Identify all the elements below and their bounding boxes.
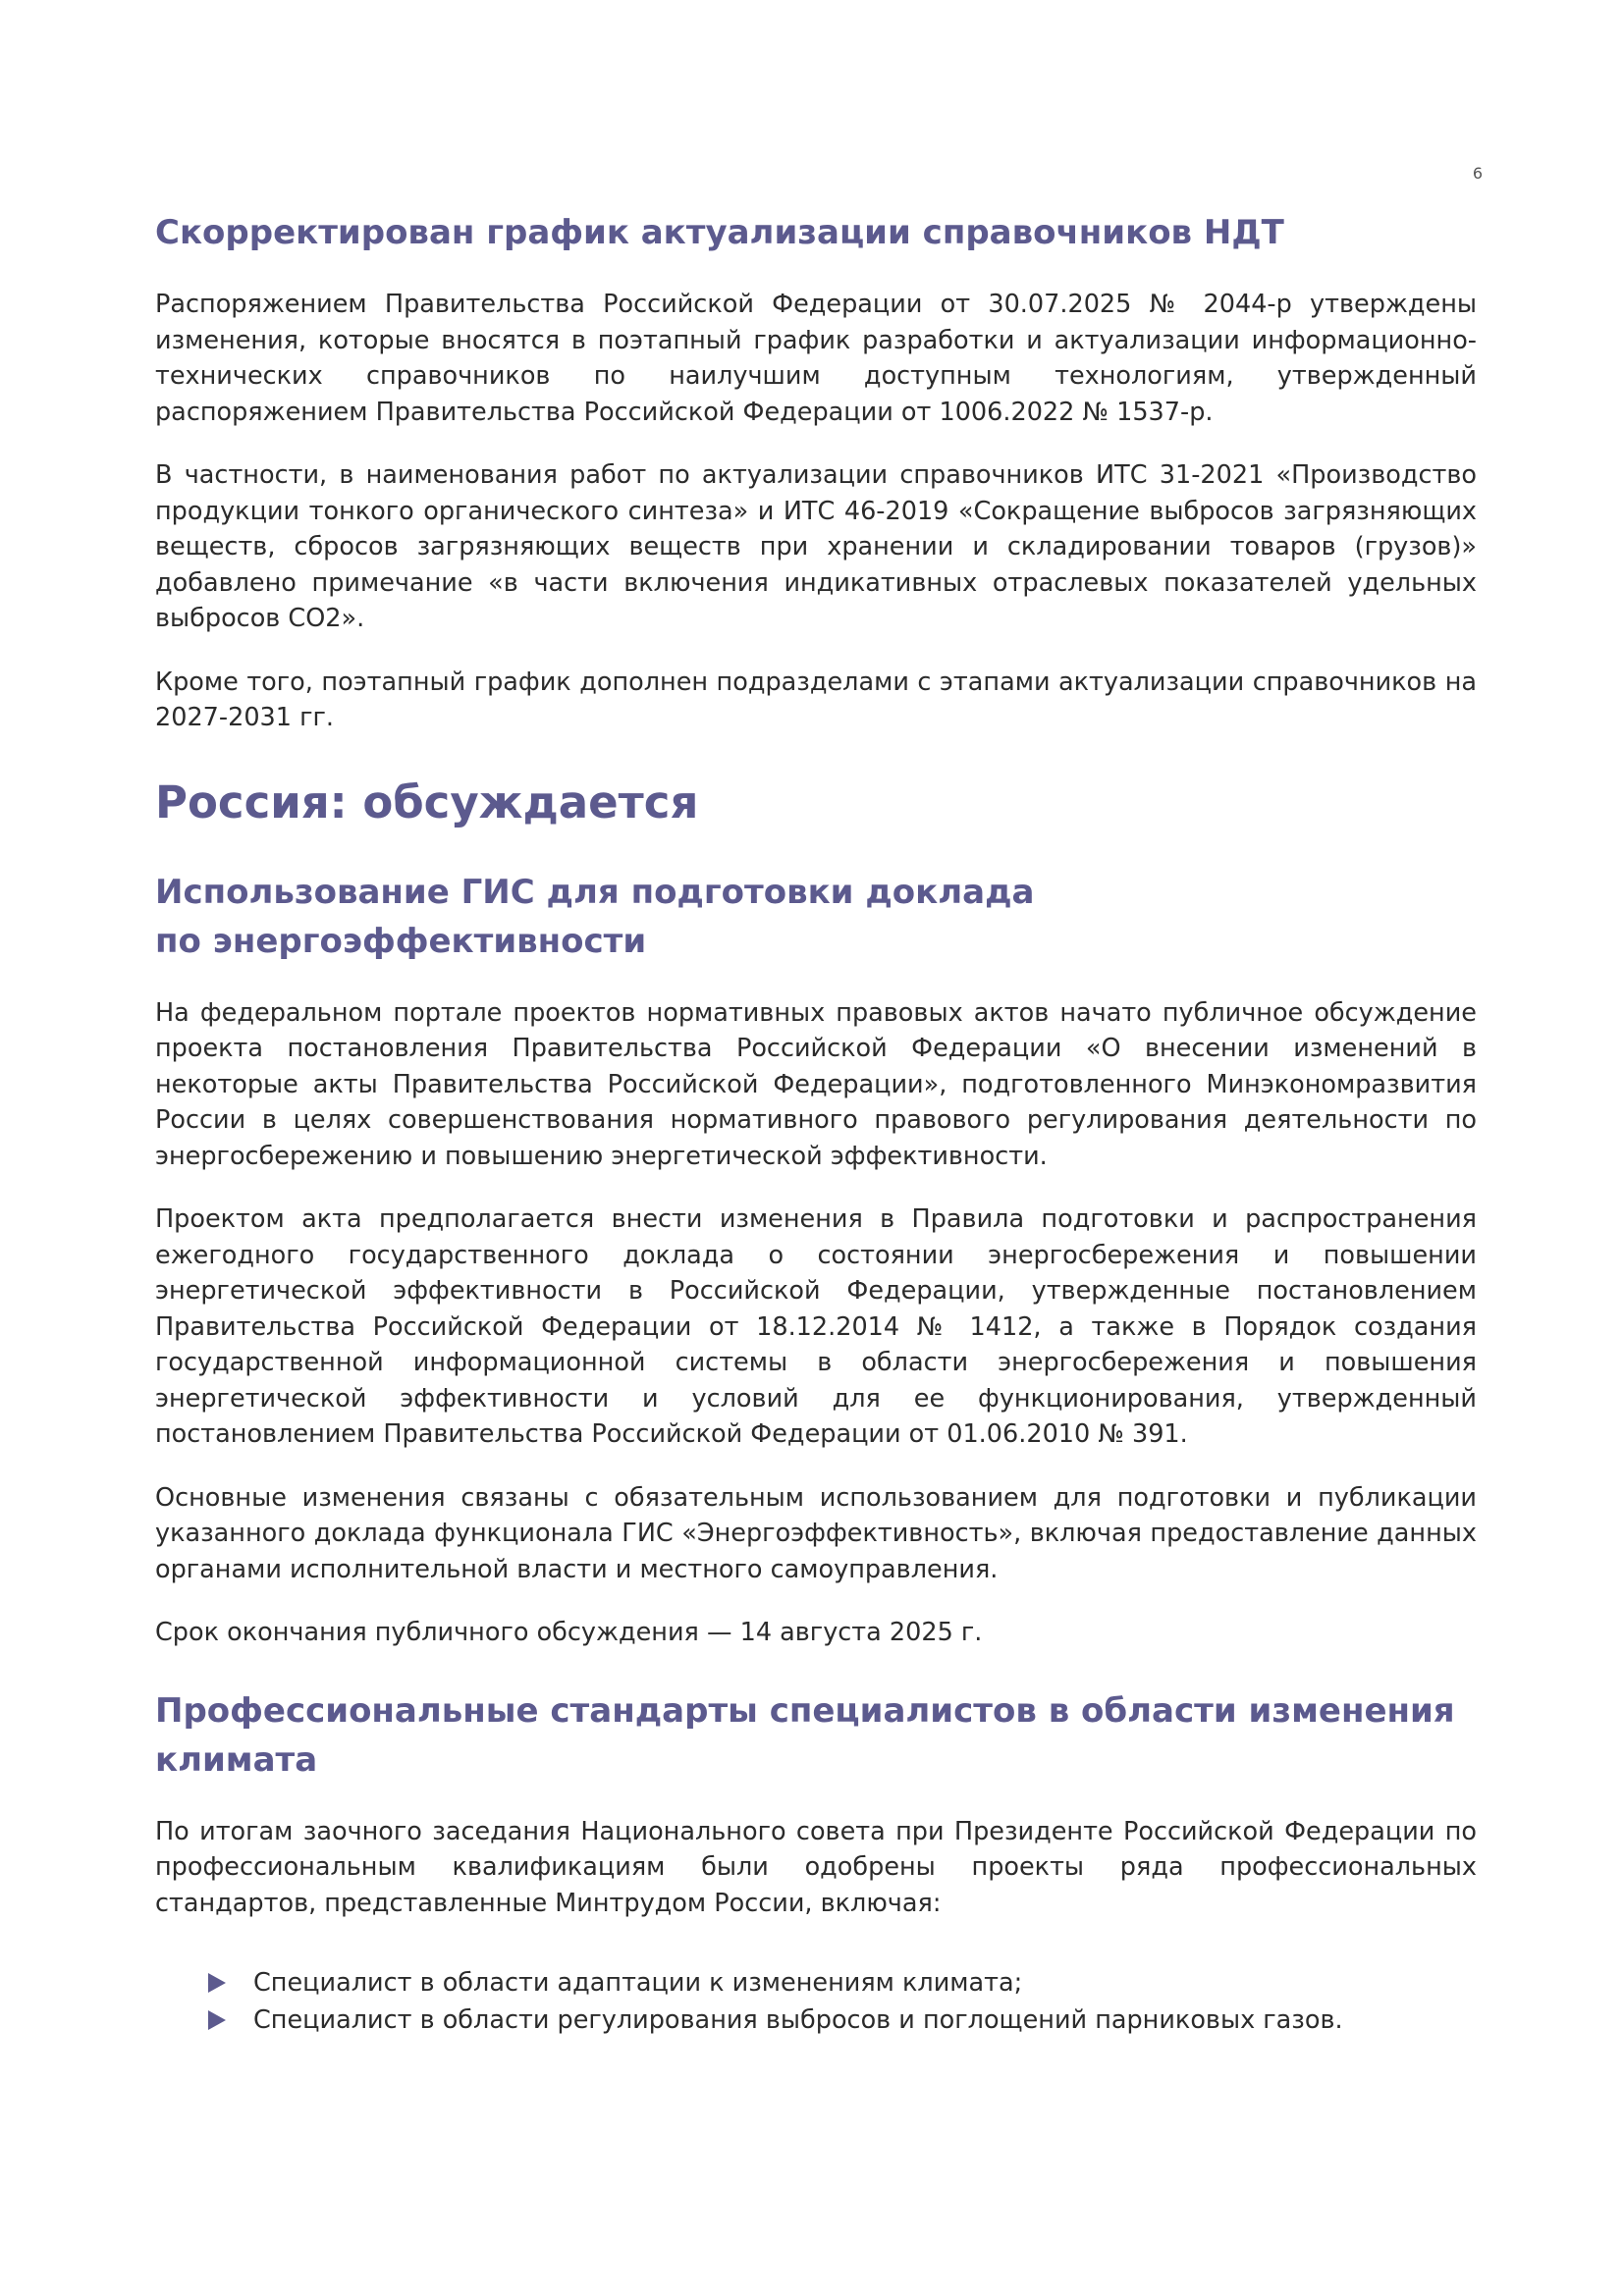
list-item-text: Специалист в области регулирования выбросов и поглощений парниковых газов.: [253, 2005, 1343, 2035]
list-item: [155, 1964, 1477, 2002]
paragraph: В частности, в наименования работ по актуализации справочников ИТС 31-2021 «Производство продукции тонкого органического синтеза» и ИТС 46-2019 «Сокращение выбросов загрязняющих веществ, сбросов загрязняющих веществ при хранении и складировании товаров (грузов)» добавлено примечание «в части включения индикативных отраслевых показателей удельных выбросов CO2».: [155, 460, 1477, 633]
page-number: 6: [1472, 164, 1483, 183]
heading-gis-report: [155, 868, 1477, 966]
bullet-list: [155, 1964, 1477, 2039]
paragraph: На федеральном портале проектов нормативных правовых актов начато публичное обсуждение проекта постановления Правительства Российской Федерации «О внесении изменений в некоторые акты Правительства Российской Федерации», подготовленного Минэкономразвития России в целях совершенствования нормативного правового регулирования деятельности по энергосбережению и повышению энергетической эффективности.: [155, 997, 1477, 1171]
triangle-bullet-icon: [208, 1973, 226, 1993]
triangle-bullet-icon: [208, 2010, 226, 2030]
heading-line: климата: [155, 1739, 318, 1780]
list-item: [155, 2002, 1477, 2039]
document-body: [155, 208, 1477, 2039]
heading-ndt-schedule: Скорректирован график актуализации справочников НДТ: [155, 213, 1284, 252]
paragraph: Проектом акта предполагается внести изменения в Правила подготовки и распространения ежегодного государственного доклада о состоянии энергосбережения и повышении энергетической эффективности в Российской Федерации, утвержденные постановлением Правительства Российской Федерации от 18.12.2014 № 1412, а также в Порядок создания государственной информационной системы в области энергосбережения и повышения энергетической эффективности и условий для ее функционирования, утвержденный постановлением Правительства Российской Федерации от 01.06.2010 № 391.: [155, 1204, 1477, 1449]
paragraph: Кроме того, поэтапный график дополнен подразделами с этапами актуализации справочников на 2027-2031 гг.: [155, 667, 1477, 732]
paragraph: По итогам заочного заседания Национального совета при Президенте Российской Федерации по профессиональным квалификациям были одобрены проекты ряда профессиональных стандартов, представленные Минтрудом России, включая:: [155, 1816, 1477, 1918]
paragraph: Основные изменения связаны с обязательным использованием для подготовки и публикации указанного доклада функционала ГИС «Энергоэффективность», включая предоставление данных органами исполнительной власти и местного самоуправления.: [155, 1482, 1477, 1584]
list-item-text: Специалист в области адаптации к изменениям климата;: [253, 1968, 1023, 1998]
paragraph: Распоряжением Правительства Российской Федерации от 30.07.2025 № 2044-р утверждены изменения, которые вносятся в поэтапный график разработки и актуализации информационно-технических справочников по наилучшим доступным технологиям, утвержденный распоряжением Правительства Российской Федерации от 1006.2022 № 1537-р.: [155, 290, 1477, 427]
paragraph: Срок окончания публичного обсуждения — 14 августа 2025 г.: [155, 1618, 983, 1647]
heading-climate-standards: [155, 1686, 1477, 1785]
heading-line: по энергоэффективности: [155, 921, 647, 961]
section-title: Россия: обсуждается: [155, 775, 699, 828]
heading-line: Использование ГИС для подготовки доклада: [155, 872, 1035, 912]
heading-line: Профессиональные стандарты специалистов в области изменения: [155, 1690, 1455, 1731]
